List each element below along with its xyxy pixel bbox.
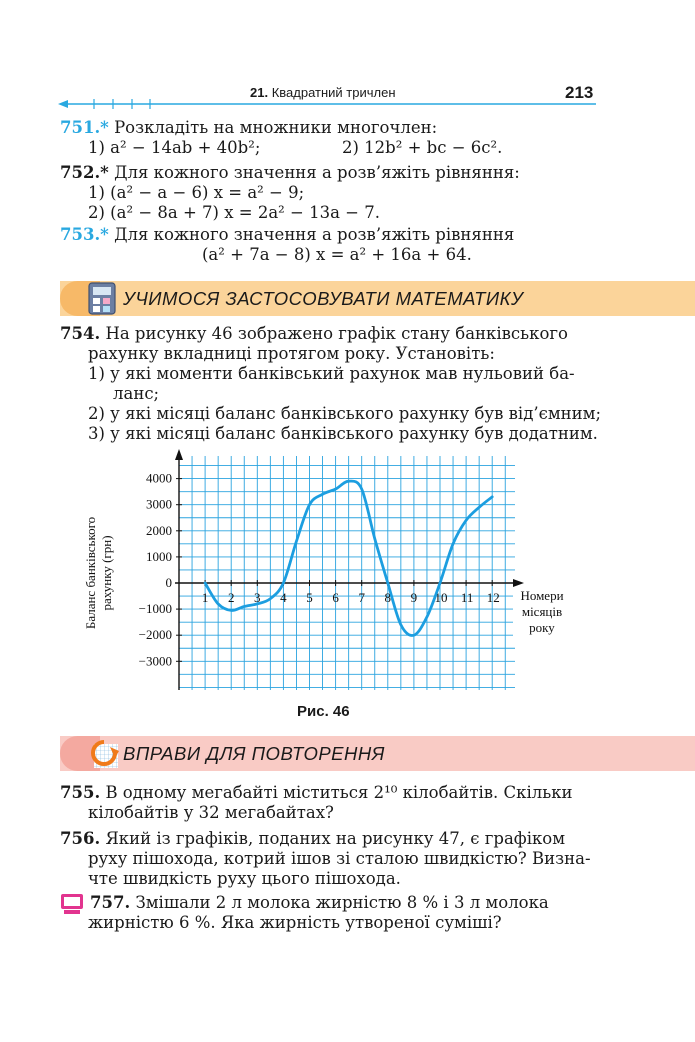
exercise-751 [60,118,437,138]
exercise-754-line-2: рахунку вкладниці протягом року. Установіть: [88,344,495,363]
section-title: Квадратний тричлен [271,85,396,100]
section-banner-review [60,736,695,771]
x-tick-label: 7 [358,590,365,605]
x-tick-label: 8 [384,590,392,605]
x-tick-label: 10 [434,590,448,605]
exercise-number: 756. [60,829,101,848]
y-axis-label-line-1: Баланс банківського [83,516,98,630]
figure-caption: Рис. 46 [297,703,350,720]
y-tick-label: 1000 [146,548,172,564]
exercise-number: 752.* [60,163,109,182]
exercise-text: Для кожного значення a розв’яжіть рівняння [114,225,515,244]
y-axis-arrow [175,449,183,460]
exercise-text: Для кожного значення a розв’яжіть рівняння: [114,163,520,182]
x-tick-label: 2 [227,590,235,605]
computer-icon [60,892,84,916]
page-number: 213 [565,83,594,102]
exercise-755-line-2: кілобайтів у 32 мегабайтах? [88,803,334,822]
exercise-757 [90,893,549,913]
banner-title: УЧИМОСЯ ЗАСТОСОВУВАТИ МАТЕМАТИКУ [123,288,524,309]
y-tick-label: 0 [165,575,172,590]
exercise-756-line-2: руху пішохода, котрий ішов зі сталою швидкістю? Визна- [88,849,591,868]
exercise-756-line-3: чте швидкість руху цього пішохода. [88,869,401,888]
y-tick-label: −1000 [138,601,172,617]
x-tick-label: 3 [254,590,261,605]
exercise-754-item-3: 3) у які місяці баланс банківського рахунку був додатним. [88,424,598,443]
repeat-arrows-icon [88,738,120,770]
x-tick-label: 1 [201,590,209,605]
exercise-753-equation: (a² + 7a − 8) x = a² + 16a + 64. [202,245,472,264]
exercise-752-item-1: 1) (a² − a − 6) x = a² − 9; [88,183,305,202]
exercise-754-item-1: 1) у які моменти банківський рахунок мав нульовий ба- [88,364,575,383]
x-axis-label-line-1: Номери [520,588,564,603]
balance-chart [75,448,595,708]
x-tick-label: 11 [460,590,474,605]
banner-title: ВПРАВИ ДЛЯ ПОВТОРЕННЯ [123,743,385,764]
y-tick-label: 4000 [146,470,172,486]
exercise-754-item-2: 2) у які місяці баланс банківського рахунку був від’ємним; [88,404,602,423]
exercise-text: Який із графіків, поданих на рисунку 47, є графіком [105,829,566,848]
x-tick-label: 5 [306,590,313,605]
y-tick-label: 3000 [146,496,172,512]
x-tick-label: 9 [410,590,418,605]
section-banner-apply [60,281,695,316]
exercise-number: 754. [60,324,101,343]
exercise-text: Розкладіть на множники многочлен: [114,118,438,137]
exercise-number: 755. [60,783,101,802]
exercise-number: 753.* [60,225,109,244]
x-tick-label: 4 [280,590,287,605]
exercise-751-item-1: 1) a² − 14ab + 40b²; [88,138,261,157]
x-axis-label-line-3: року [529,620,555,635]
x-axis-label-line-2: місяців [521,604,563,619]
x-axis-arrow [513,579,524,587]
y-tick-label: 2000 [146,522,172,538]
exercise-text: В одному мегабайті міститься 2¹⁰ кілобайтів. Скільки [105,783,573,802]
y-tick-label: −2000 [138,627,172,643]
y-tick-label: −3000 [138,653,172,669]
y-axis-label-line-2: рахунку (грн) [99,535,114,611]
calculator-icon [88,282,116,315]
exercise-754 [60,324,568,344]
exercise-755 [60,783,573,803]
section-number: 21. [250,85,269,100]
exercise-754-item-1-cont: ланс; [113,384,160,403]
exercise-753 [60,225,514,245]
exercise-752 [60,163,520,183]
x-tick-label: 6 [332,590,339,605]
exercise-text: Змішали 2 л молока жирністю 8 % і 3 л молока [135,893,549,912]
exercise-756 [60,829,565,849]
exercise-number: 751.* [60,118,109,137]
exercise-752-item-2: 2) (a² − 8a + 7) x = 2a² − 13a − 7. [88,203,380,222]
x-tick-label: 12 [486,590,500,605]
exercise-751-item-2: 2) 12b² + bc − 6c². [342,138,503,157]
exercise-number: 757. [90,893,131,912]
header-ruler [58,97,598,111]
exercise-text: На рисунку 46 зображено графік стану банківського [105,324,568,343]
exercise-757-line-2: жирністю 6 %. Яка жирність утвореної суміші? [88,913,502,932]
